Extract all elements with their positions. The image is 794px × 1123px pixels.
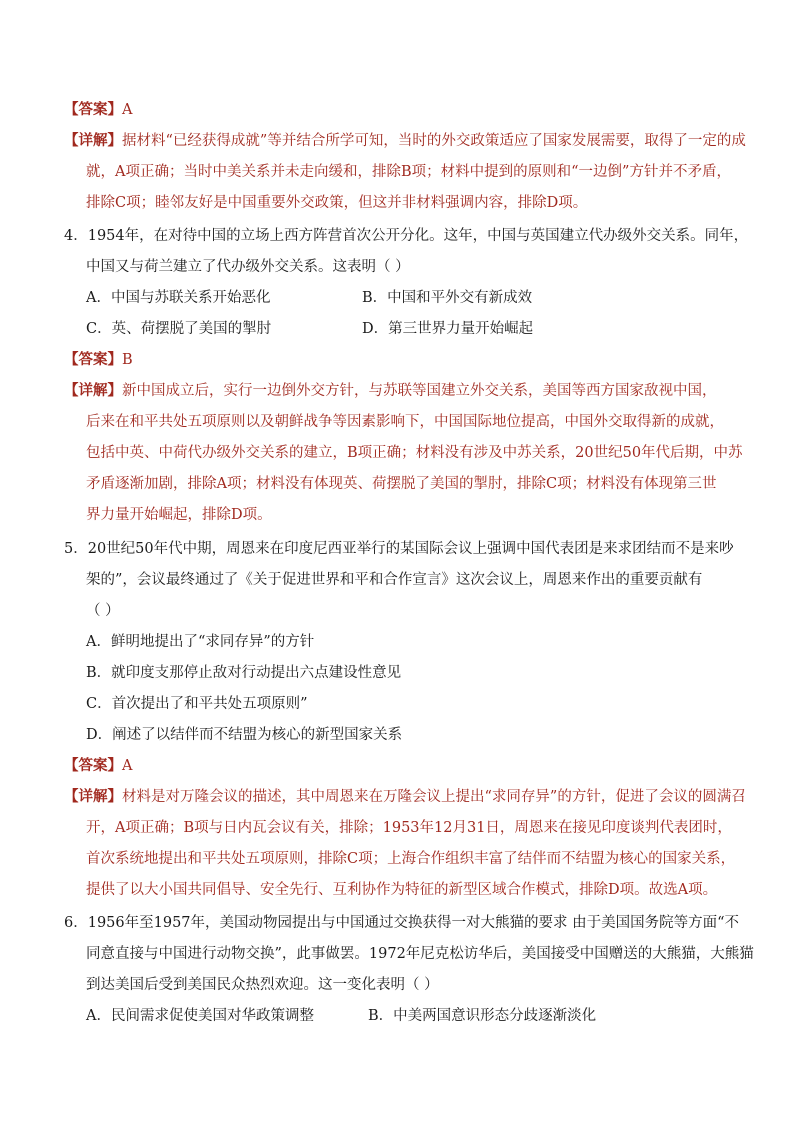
q4-option-c: C．英、荷摆脱了美国的掣肘 <box>86 321 272 337</box>
q4-detail-line-4: 矛盾逐渐加剧，排除A项；材料没有体现英、荷摆脱了美国的掣肘，排除C项；材料没有体现第三世 <box>86 476 717 492</box>
q4-detail-line-1 <box>64 380 717 402</box>
q5-option-a: A．鲜明地提出了“求同存异”的方针 <box>86 634 315 650</box>
q4-answer-line <box>64 349 133 371</box>
q6-option-b: B．中美两国意识形态分歧逐渐淡化 <box>368 1008 597 1024</box>
detail-tag: 【详解】 <box>64 132 122 149</box>
q4-option-a: A．中国与苏联关系开始恶化 <box>86 290 271 306</box>
q3-answer-line <box>64 99 132 121</box>
q5-detail-line-4: 提供了以大小国共同倡导、安全先行、互利协作为特征的新型区域合作模式，排除D项。故选A项。 <box>86 882 718 898</box>
detail-tag: 【详解】 <box>64 382 122 399</box>
answer-tag: 【答案】 <box>64 351 122 368</box>
answer-value: A <box>122 102 133 118</box>
q4-detail-line-2: 后来在和平共处五项原则以及朝鲜战争等因素影响下，中国国际地位提高，中国外交取得新的成就， <box>86 414 724 430</box>
detail-text: 新中国成立后，实行一边倒外交方针，与苏联等国建立外交关系，美国等西方国家敌视中国， <box>122 383 717 399</box>
q3-detail-line-1 <box>64 130 746 152</box>
answer-tag: 【答案】 <box>64 757 122 774</box>
q4-detail-line-3: 包括中英、中荷代办级外交关系的建立，B项正确；材料没有涉及中苏关系，20世纪50年代后期，中苏 <box>86 445 743 461</box>
q3-detail-line-2: 就，A项正确；当时中美关系并未走向缓和，排除B项；材料中提到的原则和“一边倒”方针并不矛盾， <box>86 164 731 180</box>
q5-detail-line-3: 首次系统地提出和平共处五项原则，排除C项；上海合作组织丰富了结伴而不结盟为核心的国家关系， <box>86 851 736 867</box>
q4-stem-line-2: 中国又与荷兰建立了代办级外交关系。这表明（ ） <box>86 259 410 275</box>
q4-option-d: D．第三世界力量开始崛起 <box>362 321 534 337</box>
q5-answer-line <box>64 755 132 777</box>
q5-stem-line-2: 架的”，会议最终通过了《关于促进世界和平和合作宣言》这次会议上，周恩来作出的重要贡献有 <box>86 572 703 588</box>
q6-option-a: A．民间需求促使美国对华政策调整 <box>86 1008 314 1024</box>
q5-option-d: D．阐述了以结伴而不结盟为核心的新型国家关系 <box>86 727 403 743</box>
q6-stem-line-3: 到达美国后受到美国民众热烈欢迎。这一变化表明（ ） <box>86 977 439 993</box>
q6-stem-line-1: 6．1956年至1957年，美国动物园提出与中国通过交换获得一对大熊猫的要求 由于美国国务院等方面“不 <box>64 915 740 931</box>
detail-text: 材料是对万隆会议的描述，其中周恩来在万隆会议上提出“求同存异”的方针，促进了会议的圆满召 <box>122 789 746 805</box>
answer-value: A <box>122 758 133 774</box>
answer-value: B <box>122 352 133 368</box>
q4-detail-line-5: 界力量开始崛起，排除D项。 <box>86 507 272 523</box>
q5-stem-line-1: 5．20世纪50年代中期，周恩来在印度尼西亚举行的某国际会议上强调中国代表团是来求团结而不是来吵 <box>64 541 734 557</box>
q4-stem-line-1: 4．1954年，在对待中国的立场上西方阵营首次公开分化。这年，中国与英国建立代办级外交关系。同年， <box>64 228 749 244</box>
q5-option-b: B．就印度支那停止敌对行动提出六点建设性意见 <box>86 665 402 681</box>
q5-option-c: C．首次提出了和平共处五项原则” <box>86 696 308 712</box>
detail-tag: 【详解】 <box>64 788 122 805</box>
q3-detail-line-3: 排除C项；睦邻友好是中国重要外交政策，但这并非材料强调内容，排除D项。 <box>86 195 588 211</box>
q5-detail-line-1 <box>64 786 746 808</box>
q4-option-b: B．中国和平外交有新成效 <box>362 290 533 306</box>
q6-stem-line-2: 同意直接与中国进行动物交换”，此事做罢。1972年尼克松访华后，美国接受中国赠送的大熊猫，大熊猫 <box>86 946 754 962</box>
answer-tag: 【答案】 <box>64 101 122 118</box>
q5-stem-line-3: （ ） <box>86 603 120 619</box>
q5-detail-line-2: 开，A项正确；B项与日内瓦会议有关，排除；1953年12月31日，周恩来在接见印度谈判代表团时， <box>86 820 732 836</box>
detail-text: 据材料“已经获得成就”等并结合所学可知，当时的外交政策适应了国家发展需要，取得了一定的成 <box>122 133 746 149</box>
